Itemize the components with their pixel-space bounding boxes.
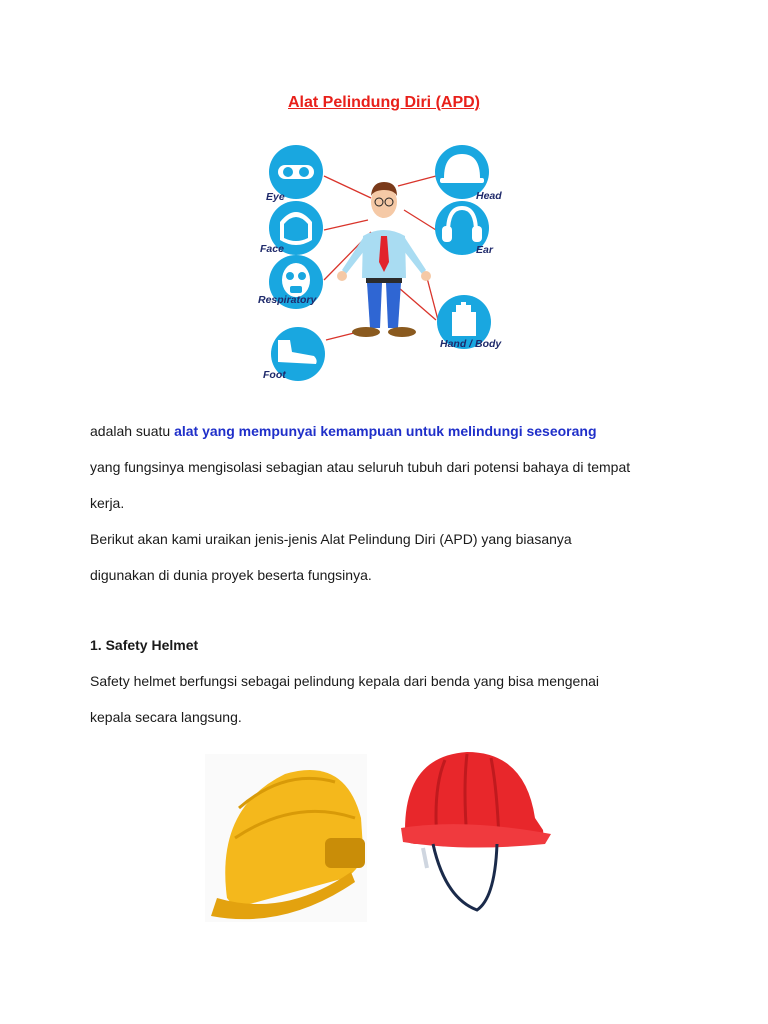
- intro-line-3: kerja.: [90, 495, 125, 511]
- intro-line-4: Berikut akan kami uraikan jenis-jenis Alat Pelindung Diri (APD) yang biasanya: [90, 531, 572, 547]
- section-heading-safety-helmet: 1. Safety Helmet: [90, 637, 199, 653]
- label-eye: Eye: [266, 191, 285, 203]
- label-hand-body: Hand / Body: [440, 338, 502, 350]
- intro-line-5: digunakan di dunia proyek beserta fungsinya.: [90, 567, 372, 583]
- page-title: Alat Pelindung Diri (APD): [288, 94, 480, 111]
- apd-diagram: [256, 140, 516, 390]
- intro-prefix: adalah suatu: [90, 423, 175, 439]
- intro-line-2: yang fungsinya mengisolasi sebagian atau seluruh tubuh dari potensi bahaya di tempat: [90, 459, 631, 475]
- yellow-helmet-image: [205, 754, 367, 922]
- label-ear: Ear: [476, 244, 493, 256]
- helmet-photos: [205, 748, 565, 928]
- label-head: Head: [476, 190, 502, 202]
- man-figure: [337, 182, 431, 337]
- label-foot: Foot: [263, 369, 286, 381]
- helmet-illustration: [205, 748, 565, 928]
- section1-line-2: kepala secara langsung.: [90, 709, 242, 725]
- apd-infographic: [256, 140, 516, 390]
- intro-highlight: alat yang mempunyai kemampuan untuk melindungi seseorang: [174, 423, 597, 439]
- label-respiratory: Respiratory: [258, 294, 317, 306]
- section1-line-1: Safety helmet berfungsi sebagai pelindung kepala dari benda yang bisa mengenai: [90, 673, 600, 689]
- red-helmet-image: [401, 752, 551, 910]
- intro-line-1: [90, 421, 597, 441]
- label-face: Face: [260, 243, 284, 255]
